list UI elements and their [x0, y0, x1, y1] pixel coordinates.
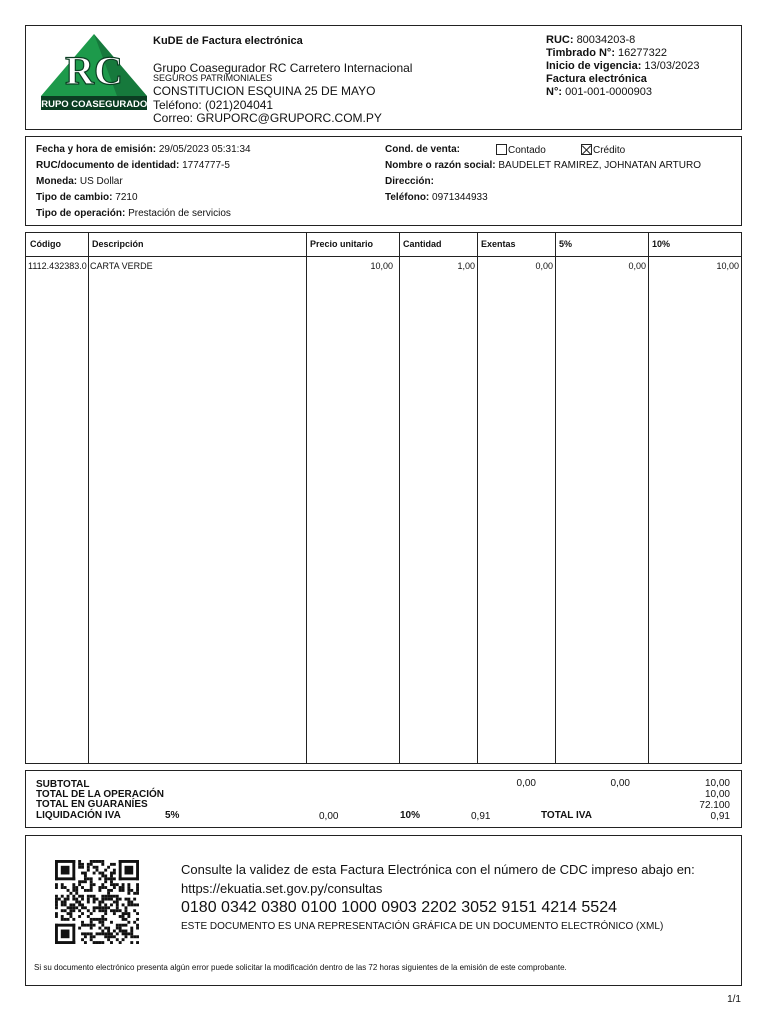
- total-guaranies-label: TOTAL EN GUARANÍES: [36, 799, 148, 810]
- iva10-label: 10%: [400, 810, 421, 821]
- error-note: Si su documento electrónico presenta algún error puede solicitar la modificación dentro de las 72 horas siguientes de la emisión de este comprobante.: [34, 963, 567, 972]
- tipo-cambio: Tipo de cambio: 7210: [36, 192, 138, 203]
- iva10-value: 0,91: [471, 811, 491, 822]
- representation-note: ESTE DOCUMENTO ES UNA REPRESENTACIÓN GRÁFICA DE UN DOCUMENTO ELECTRÓNICO (XML): [181, 921, 664, 932]
- iva5-value: 0,00: [319, 811, 339, 822]
- fecha-emision: Fecha y hora de emisión: 29/05/2023 05:31:34: [36, 144, 251, 155]
- cdc-number: 0180 0342 0380 0100 1000 0903 2202 3052 9151 4214 5524: [181, 899, 617, 916]
- credito-option: Crédito: [581, 144, 625, 156]
- logo-letters: RC: [65, 48, 123, 93]
- nombre-cliente: Nombre o razón social: BAUDELET RAMIREZ, JOHNATAN ARTURO: [385, 160, 701, 171]
- invoice-info: [25, 136, 742, 226]
- cell-precio: 10,00: [370, 261, 393, 271]
- cell-descripcion: CARTA VERDE: [90, 261, 153, 271]
- company-name: Grupo Coasegurador RC Carretero Internacional: [153, 61, 413, 75]
- total-operacion-label: TOTAL DE LA OPERACIÓN: [36, 789, 164, 800]
- col-header-descripcion: Descripción: [92, 239, 144, 249]
- company-subtitle: SEGUROS PATRIMONIALES: [153, 73, 273, 83]
- qr-code-icon[interactable]: [53, 860, 141, 944]
- doc-type: Factura electrónica: [546, 73, 647, 85]
- vigencia-line: Inicio de vigencia: 13/03/2023: [546, 60, 700, 72]
- subtotal-5: 0,00: [610, 778, 630, 789]
- cond-venta-label: Cond. de venta:: [385, 144, 461, 155]
- subtotal-label: SUBTOTAL: [36, 779, 90, 790]
- page-number: 1/1: [727, 994, 741, 1005]
- footer-section: [25, 835, 742, 986]
- timbrado-line: Timbrado N°: 16277322: [546, 47, 667, 59]
- company-logo: [39, 32, 149, 112]
- col-header-10: 10%: [652, 239, 671, 249]
- tipo-operacion: Tipo de operación: Prestación de servicios: [36, 208, 231, 219]
- subtotal-10: 10,00: [704, 778, 730, 789]
- cell-cantidad: 1,00: [457, 261, 475, 271]
- invoice-header: [25, 25, 742, 130]
- col-header-5: 5%: [559, 239, 573, 249]
- company-phone: Teléfono: (021)204041: [153, 98, 274, 112]
- consult-url[interactable]: https://ekuatia.set.gov.py/consultas: [181, 881, 383, 896]
- total-iva-value: 0,91: [710, 811, 730, 822]
- subtotal-exentas: 0,00: [516, 778, 536, 789]
- col-header-cantidad: Cantidad: [403, 239, 442, 249]
- contado-option: Contado: [496, 144, 546, 156]
- document-title: KuDE de Factura electrónica: [153, 35, 303, 47]
- total-iva-label: TOTAL IVA: [541, 810, 592, 821]
- contado-checkbox: [496, 144, 507, 155]
- total-operacion-value: 10,00: [704, 789, 730, 800]
- company-address: CONSTITUCION ESQUINA 25 DE MAYO: [153, 84, 376, 98]
- cell-5: 0,00: [628, 261, 646, 271]
- telefono-cliente: Teléfono: 0971344933: [385, 192, 488, 203]
- total-guaranies-value: 72.100: [699, 800, 730, 811]
- col-header-exentas: Exentas: [481, 239, 516, 249]
- moneda: Moneda: US Dollar: [36, 176, 123, 187]
- company-email: Correo: GRUPORC@GRUPORC.COM.PY: [153, 111, 382, 125]
- totals-section: [25, 770, 742, 828]
- cell-exentas: 0,00: [535, 261, 553, 271]
- ruc-line: RUC: 80034203-8: [546, 34, 636, 46]
- credito-checkbox: [581, 144, 592, 155]
- col-header-codigo: Código: [30, 239, 61, 249]
- cell-codigo: 1112.432383.0: [28, 261, 87, 271]
- cell-10: 10,00: [716, 261, 739, 271]
- logo-text: GRUPO COASEGURADOR: [39, 99, 149, 110]
- liquidacion-iva-label: LIQUIDACIÓN IVA: [36, 810, 121, 821]
- consult-text: Consulte la validez de esta Factura Electrónica con el número de CDC impreso abajo en:: [181, 862, 695, 877]
- iva5-label: 5%: [165, 810, 180, 821]
- invoice-number: N°: 001-001-0000903: [546, 86, 652, 98]
- direccion-cliente: Dirección:: [385, 176, 434, 187]
- items-table: [25, 232, 742, 764]
- ruc-cliente: RUC/documento de identidad: 1774777-5: [36, 160, 230, 171]
- col-header-precio: Precio unitario: [310, 239, 374, 249]
